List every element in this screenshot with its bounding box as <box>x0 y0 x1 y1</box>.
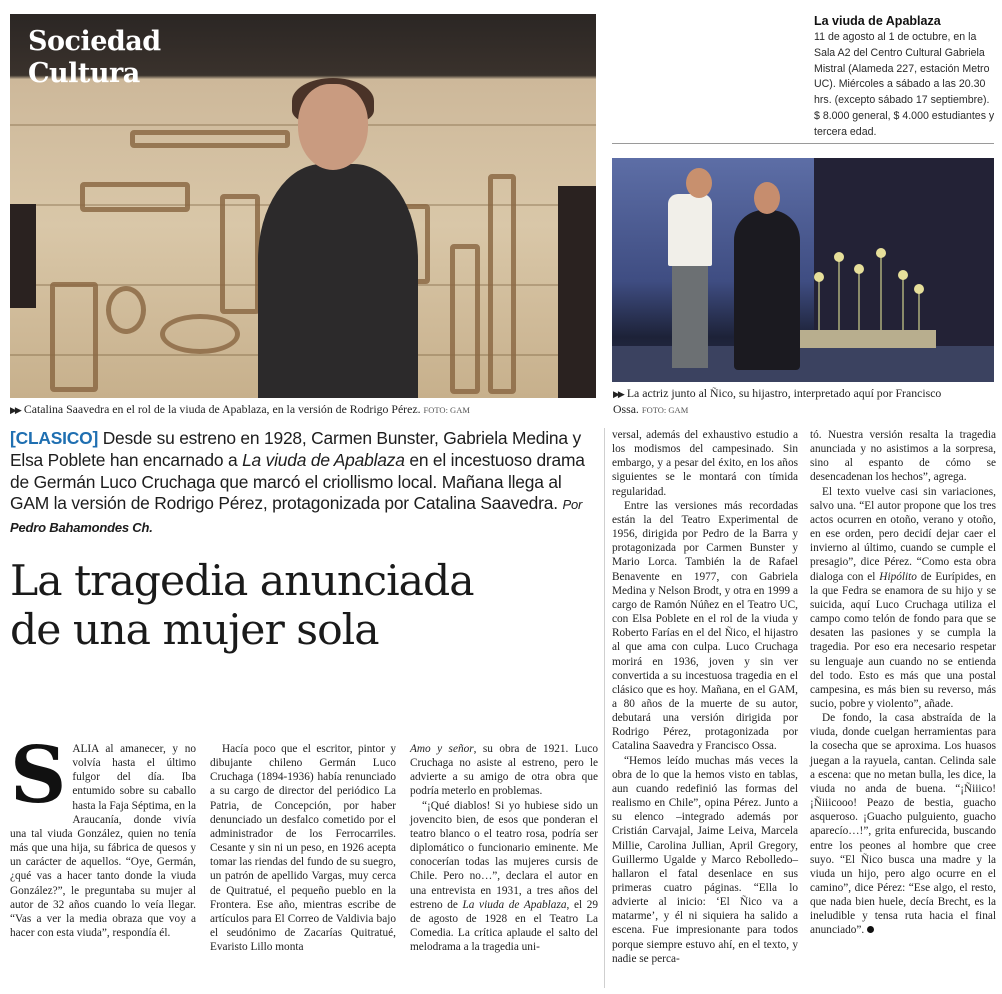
headline <box>10 557 600 655</box>
hanging-tool <box>220 194 260 314</box>
info-title: La viuda de Apablaza <box>814 14 941 28</box>
event-info-box <box>814 14 996 141</box>
second-photo-caption <box>613 386 995 418</box>
paragraph-text: , el 29 de agosto de 1928 en el Teatro La Comedia. La crítica aplaude el salto del melodrama a la tragedia uni- <box>410 898 599 954</box>
main-photo <box>10 14 596 398</box>
paragraph <box>810 711 996 938</box>
photo-credit: FOTO: GAM <box>423 405 470 415</box>
main-photo-caption <box>10 402 600 418</box>
paragraph: tó. Nuestra versión resalta la tragedia anunciada y no asistimos a la sorpresa, sino al espanto de cómo se desencadenan los hechos”, agrega. <box>810 429 996 484</box>
actress-figure <box>258 84 418 398</box>
caption-text: La actriz junto al Ñico, su hijastro, interpretado aquí por Francisco Ossa. <box>613 386 942 416</box>
drop-cap: S <box>10 730 67 821</box>
paragraph <box>410 799 598 955</box>
play-title: Hipólito <box>879 570 917 583</box>
author-name: Pedro Bahamondes Ch. <box>10 520 153 536</box>
body-column-1 <box>10 730 196 940</box>
photo-dark-panel <box>558 186 596 398</box>
paragraph <box>410 742 598 799</box>
headline-line: de una mujer sola <box>10 606 379 655</box>
play-title: Amo y señor <box>410 743 474 755</box>
paragraph-text: El texto vuelve casi sin variaciones, salvo una. “El autor propone que los tres actos ocurren en otoño, verano y otoño, en ese orden, pero decidí dejar caer el invierno al último, cuando se cumple el presagio”, dice Pérez. “Como esta obra dialoga con el <box>810 485 996 583</box>
paragraph-text: “¡Qué diablos! Si yo hubiese sido un jovencito bien, de esos que ponderan el teatro blanco o el teatro rosa, podría ser diplomático o funcionario eminente. Me conocerían todas las mujeres cursis de Chile. Pero no…”, declara el autor en una entrevista en 1931, a tres años del estreno de <box>410 799 598 911</box>
byline-prefix: Por <box>562 497 583 513</box>
body-column-5 <box>810 428 996 938</box>
paragraph: Hacía poco que el escritor, pintor y dibujante chileno Germán Luco Cruchaga (1894-1936) había renunciado a su cargo de director del periódico La Patria, de Concepción, por haber denunciado un desfalco cometido por el administrador de los Ferrocarriles. Cesante y sin ni un peso, en 1926 acepta tomar las riendas del fundo de su suegro, un patrón de apellido Vargas, muy cerca de Quitratué, el pequeño pueblo en la Frontera. Ese año, mientras escribe de artículos para El Correo de Valdivia bajo el seudónimo de Zacarías Quitratué, Evaristo Lillo monta <box>210 743 396 954</box>
body-column-3 <box>410 742 598 954</box>
hanging-tool <box>160 314 240 354</box>
play-title: La viuda de Apablaza <box>462 898 567 911</box>
info-body: 11 de agosto al 1 de octubre, en la Sala A2 del Centro Cultural Gabriela Mistral (Alameda 227, estación Metro UC). Miércoles a sábado a las 20.30 hrs. (excepto sábado 17 septiembre). $ 8.000 general, $ 4.000 estudiantes y tercera edad. <box>814 31 995 138</box>
paragraph <box>810 485 996 712</box>
end-of-article-icon <box>867 926 874 933</box>
caption-arrow-icon: ▶▶ <box>613 389 623 399</box>
lead-text: Desde su estreno en 1928, Carmen Bunster, Gabriela Medina y Elsa Poblete han encarnado a <box>10 428 582 470</box>
category-tag: [CLASICO] <box>10 428 99 448</box>
hanging-tool <box>50 282 98 392</box>
subsection-label: Cultura <box>28 58 140 89</box>
actress-figure <box>734 210 800 370</box>
lead-text: en el incestuoso drama de Germán Luco Cruchaga que marcó el criollismo local. Mañana llega al GAM la versión de Rodrigo Pérez, protagonizada por Catalina Saavedra. <box>10 449 585 514</box>
hanging-tool <box>488 174 516 394</box>
actor-figure <box>672 262 708 368</box>
paragraph-text: De fondo, la casa abstraída de la viuda, donde cuelgan herramientas para la cosecha que se aproxima. Los huasos juegan a la rayuela, cantan. Celinda sale a escena: que no metan bulla, les dice, la viuda no anda de buena. “¡Ñiiico! ¡Ñiiicooo! Peazo de bestia, guacho asqueroso. ¡Guacho pulguiento, guacho aparecío…!”, grita enfurecida, buscando entre los peones al hombre que cree suyo. “El Ñico busca una madre y la viuda un hijo, pero algo ocurre en el camino”, dice Pérez: “Ese algo, el resto, que nada bien huele, decía Brecht, es la ineludible y tensa ruta hacia el final anunciado”. <box>810 712 996 937</box>
headline-line: La tragedia anunciada <box>10 557 474 606</box>
body-column-2 <box>210 742 396 954</box>
section-label: Sociedad <box>28 26 161 57</box>
divider <box>612 143 994 144</box>
hanging-tool <box>80 182 190 212</box>
caption-text: Catalina Saavedra en el rol de la viuda de Apablaza, en la versión de Rodrigo Pérez. <box>23 402 421 416</box>
paragraph-text: , su obra de 1921. Luco Cruchaga no asiste al estreno, pero le advierte a su amigo de otra obra que podría meterlo en problemas. <box>410 743 598 798</box>
paragraph-text: ALIA al amanecer, y no volvía hasta el último fulgor del día. Iba entumido sobre su caballo hasta la Faja Séptima, en la Araucanía, donde vivía una tal viuda González, quien no tenía más que una hija, su fábrica de quesos y un carácter de aquellos. “Oye, Germán, ¿qué vas a hacer tanto donde la viuda González?”, le preguntaba su mujer al autor de 32 años cuando lo veía llegar. “Vas a ver la media obraza que voy a hacer con esta viuda”, respondía él. <box>10 743 196 940</box>
hanging-tool <box>106 286 146 334</box>
second-photo <box>612 158 994 382</box>
hanging-tool <box>450 244 480 394</box>
paragraph: “Hemos leído muchas más veces la obra de lo que la hemos visto en tablas, aun cuando redefinió las formas del realismo en Chile”, opina Pérez. Junto a su elenco –integrado además por Cristián Carvajal, Jaime Leiva, Marcela Millie, Carolina Jullian, April Gregory, Guillermo Ugalde y Marco Rebolledo– hallaron el fatal desenlace en sus primeras cuatro páginas. “Ella lo advierte al inicio: ‘El Ñico va a matarme’, y él ni siquiera ha salido a escena. Fue impresionante para todos porque siempre estuvo ahí, en el texto, y nadie se perca- <box>612 754 798 965</box>
lead-play-title: La viuda de Apablaza <box>242 449 405 470</box>
caption-arrow-icon: ▶▶ <box>10 405 20 415</box>
paragraph <box>10 730 196 940</box>
photo-credit: FOTO: GAM <box>641 405 689 415</box>
paragraph-text: de Eurípides, en la que Fedra se enamora de su hijo y se suicida, aquí Luco Cruchaga utiliza el campo como telón de fondo para que se desaten las pasiones y se cumpla la tragedia. Por eso era necesario respetar su lenguaje aun cuando no se entienda del todo. Esto es más que una postal campesina, es más bien su reverso, más sucio, pobre y violento”, añade. <box>810 570 996 710</box>
paragraph: Entre las versiones más recordadas están la del Teatro Experimental de 1956, dirigida por Pedro de la Barra y protagonizada por Carmen Bunster y Mario Lorca. También la de Rafael Benavente en 1977, con Gabriela Medina y Nelson Brodt, y otra en 1999 a cargo de Ramón Núñez en el Teatro UC, con Elsa Poblete en el rol de la viuda y Roberto Farías en el del Ñico, el hijastro al que ama con culpa. Luco Cruchaga morirá en 1936, joven y sin ver convertida a su incestuosa tragedia en el clásico que es hoy. Mañana, en el GAM, a 80 años de la muerte de su autor, debutará una versión dirigida por Rodrigo Pérez, protagonizada por Catalina Saavedra y Francisco Ossa. <box>612 499 798 753</box>
article-lead <box>10 428 598 539</box>
paragraph: versal, además del exhaustivo estudio a los modismos del campesinado. Sin embargo, y a pesar del éxito, en los años siguientes se le montará con tímida regularidad. <box>612 429 798 498</box>
photo-dark-panel <box>10 204 36 308</box>
column-divider <box>604 428 605 988</box>
stage-planter <box>800 330 936 348</box>
body-column-4 <box>612 428 798 966</box>
